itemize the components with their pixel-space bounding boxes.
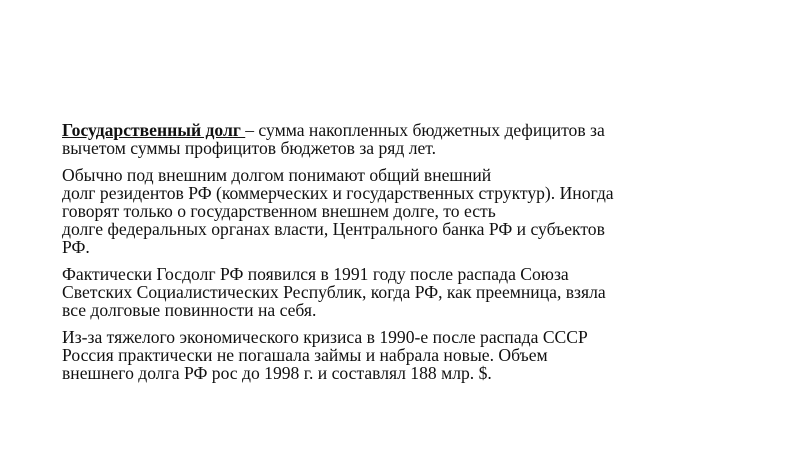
paragraph-origin [62, 265, 742, 319]
text-line: говорят только о государственном внешнем долге, то есть [62, 201, 496, 221]
text-line: Россия практически не погашала займы и набрала новые. Объем [62, 345, 548, 365]
text-line: РФ. [62, 237, 90, 257]
text-line: долге федеральных органах власти, Центрального банка РФ и субъектов [62, 219, 605, 239]
text-line: долг резидентов РФ (коммерческих и государственных структур). Иногда [62, 183, 614, 203]
definition-line-2: вычетом суммы профицитов бюджетов за ряд лет. [62, 138, 437, 158]
paragraph-crisis [62, 328, 742, 382]
definition-line-1 [62, 121, 742, 139]
paragraph-external-debt [62, 166, 742, 256]
defined-term: Государственный долг [62, 120, 246, 140]
definition-text: – сумма накопленных бюджетных дефицитов за [245, 120, 605, 140]
text-line: Фактически Госдолг РФ появился в 1991 году после распада Союза [62, 264, 569, 284]
text-line: внешнего долга РФ рос до 1998 г. и составлял 188 млр. $. [62, 363, 492, 383]
slide-text-body [62, 121, 742, 391]
text-line: Обычно под внешним долгом понимают общий внешний [62, 165, 492, 185]
text-line: все долговые повинности на себя. [62, 300, 317, 320]
text-line: Из-за тяжелого экономического кризиса в 1990-е после распада СССР [62, 327, 588, 347]
paragraph-definition [62, 121, 742, 157]
text-line: Светских Социалистических Республик, когда РФ, как преемница, взяла [62, 282, 606, 302]
